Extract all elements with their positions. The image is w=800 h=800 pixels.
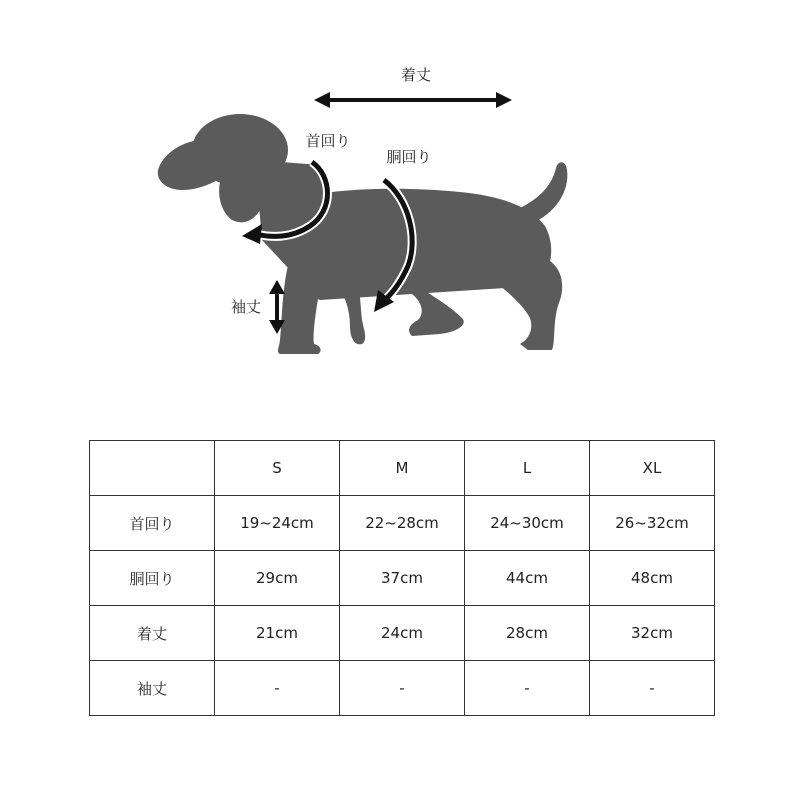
table-cell: 24~30cm — [465, 496, 590, 551]
table-header-row — [90, 441, 715, 496]
table-cell: - — [215, 661, 340, 716]
row-label-chest: 胴回り — [90, 551, 215, 606]
size-header-xl: XL — [590, 441, 715, 496]
header-corner-cell — [90, 441, 215, 496]
table-cell: 26~32cm — [590, 496, 715, 551]
table-cell: 29cm — [215, 551, 340, 606]
table-cell: 21cm — [215, 606, 340, 661]
table-cell: - — [590, 661, 715, 716]
size-table — [89, 440, 715, 716]
sleeve-label: 袖丈 — [230, 298, 262, 316]
table-cell: 24cm — [340, 606, 465, 661]
table-cell: 22~28cm — [340, 496, 465, 551]
neck-label: 首回り — [305, 132, 351, 150]
table-cell: 48cm — [590, 551, 715, 606]
size-header-l: L — [465, 441, 590, 496]
row-label-length: 着丈 — [90, 606, 215, 661]
table-cell: 32cm — [590, 606, 715, 661]
table-cell: 19~24cm — [215, 496, 340, 551]
table-row — [90, 661, 715, 716]
table-row — [90, 606, 715, 661]
length-label: 着丈 — [400, 66, 432, 84]
chest-label: 胴回り — [386, 148, 432, 166]
dog-silhouette — [158, 114, 568, 354]
size-header-m: M — [340, 441, 465, 496]
size-header-s: S — [215, 441, 340, 496]
table-row — [90, 551, 715, 606]
table-cell: 28cm — [465, 606, 590, 661]
length-arrow — [314, 92, 512, 108]
table-cell: 44cm — [465, 551, 590, 606]
table-cell: 37cm — [340, 551, 465, 606]
table-row — [90, 496, 715, 551]
row-label-sleeve: 袖丈 — [90, 661, 215, 716]
table-cell: - — [340, 661, 465, 716]
table-cell: - — [465, 661, 590, 716]
row-label-neck: 首回り — [90, 496, 215, 551]
